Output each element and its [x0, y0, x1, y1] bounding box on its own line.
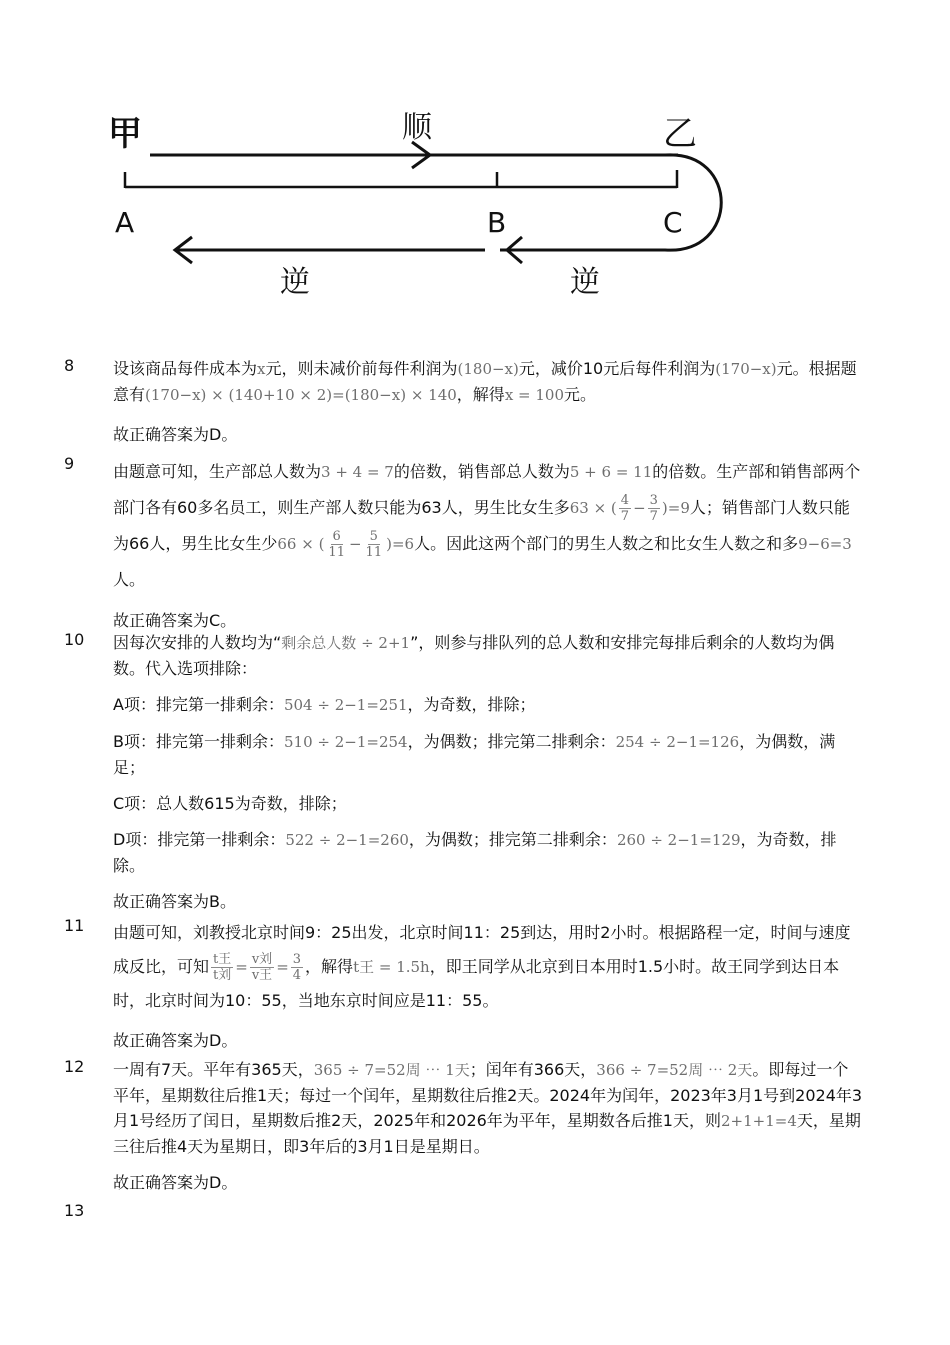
- math: )=9: [661, 499, 690, 517]
- text: ”，则参与排队列的总人数和安排完每排后剩余的人数均为偶数。代入选项排除：: [113, 633, 835, 678]
- diagram-start-label: 甲: [108, 114, 142, 154]
- text: ，为奇数，排除。: [113, 830, 837, 875]
- option-a-check: [113, 692, 864, 718]
- text: ，解得: [305, 957, 354, 976]
- math: 260 ÷ 2−1=129: [616, 831, 741, 849]
- text: 。即每过一个平年，星期数往后推1天；每过一个闰年，星期数往后推2天。2024年为闰年，2023年3月1号到2024年3月1号经历了闰日，星期数后推2天，2025年和2026年为平年，星期数各后推1天，则: [113, 1060, 863, 1130]
- question-11-explanation: [113, 916, 864, 1018]
- option-d-check: [113, 827, 864, 878]
- math: =: [235, 958, 248, 976]
- point-b-label: B: [487, 206, 507, 239]
- text: 元。: [564, 385, 597, 404]
- diagram-bottom-right-label: 逆: [570, 265, 600, 300]
- fraction: [364, 529, 385, 560]
- question-8: [64, 356, 864, 447]
- math: 254 ÷ 2−1=126: [615, 733, 740, 751]
- math: −: [633, 499, 646, 517]
- text: 设该商品每件成本为: [113, 359, 258, 378]
- math: 66 × (: [277, 535, 325, 553]
- question-12-explanation: [113, 1057, 864, 1159]
- question-10: [64, 630, 864, 914]
- diagram-bottom-left-label: 逆: [280, 265, 310, 300]
- math: )=6: [386, 535, 415, 553]
- option-c-check: C项：总人数615为奇数，排除；: [113, 794, 347, 813]
- denominator: 7: [649, 509, 658, 524]
- denominator: 11: [328, 545, 345, 560]
- math: 510 ÷ 2−1=254: [283, 733, 408, 751]
- option-b-check: [113, 729, 864, 780]
- answer-line: 故正确答案为D。: [113, 1031, 238, 1050]
- text: 的倍数。生产部和销售部两个部门各有60多名员工，则生产部人数只能为63人，男生比女生多: [113, 462, 861, 517]
- denominator: 7: [620, 509, 630, 524]
- math: 63 × (: [569, 499, 617, 517]
- math: (180−x): [457, 360, 519, 378]
- text: 元。根据题意有: [113, 359, 857, 404]
- text: ，为奇数，排除；: [407, 695, 536, 714]
- text: A项：排完第一排剩余：: [113, 695, 284, 714]
- question-number: 8: [64, 356, 75, 375]
- math: 365 ÷ 7=52周 ⋯ 1天: [313, 1061, 470, 1079]
- denominator: 11: [365, 545, 383, 560]
- answer-line: 故正确答案为D。: [113, 425, 238, 444]
- text: 人。: [113, 570, 146, 589]
- numerator: 5: [369, 529, 378, 544]
- question-10-explanation: [113, 630, 864, 681]
- text: ，解得: [456, 385, 505, 404]
- numerator: 4: [620, 493, 630, 508]
- point-a-label: A: [115, 206, 135, 239]
- text: 一周有7天。平年有365天，: [113, 1060, 314, 1079]
- text: 人；销售部门人数只能为66人，男生比女生少: [113, 498, 850, 553]
- fraction: [291, 952, 303, 983]
- question-number: 12: [64, 1057, 85, 1076]
- math: 9−6=3: [798, 535, 852, 553]
- u-turn-curve: [500, 155, 721, 250]
- math: 3 + 4 = 7: [321, 463, 394, 481]
- fraction: [619, 493, 631, 524]
- question-number: 10: [64, 630, 85, 649]
- denominator: 4: [292, 968, 302, 983]
- math: (170−x): [715, 360, 777, 378]
- math: 504 ÷ 2−1=251: [283, 696, 408, 714]
- diagram-top-arrow-label: 顺: [402, 110, 432, 145]
- numerator: t王: [213, 952, 232, 967]
- denominator: v王: [251, 968, 273, 983]
- question-9-explanation: [113, 454, 864, 598]
- math: 366 ÷ 7=52周 ⋯ 2天: [596, 1061, 753, 1079]
- text: D项：排完第一排剩余：: [113, 830, 286, 849]
- math: 522 ÷ 2−1=260: [285, 831, 409, 849]
- question-number: 11: [64, 916, 85, 935]
- math: t王 = 1.5h: [353, 958, 430, 976]
- math: 5 + 6 = 11: [569, 463, 653, 481]
- math: −: [348, 535, 362, 553]
- text: 的倍数，销售部总人数为: [393, 462, 570, 481]
- text: ，为偶数；排完第二排剩余：: [408, 830, 617, 849]
- point-c-label: C: [663, 206, 683, 239]
- question-11: [64, 916, 864, 1053]
- fraction: [211, 952, 233, 983]
- numerator: v刘: [251, 952, 273, 967]
- math: 2+1+1=4: [720, 1112, 797, 1130]
- text: 元，则未减价前每件利润为: [265, 359, 458, 378]
- question-12: [64, 1057, 864, 1195]
- text: 天，星期三往后推4天为星期日，即3年后的3月1日是星期日。: [113, 1111, 861, 1156]
- numerator: 6: [332, 529, 341, 544]
- river-diagram: [100, 100, 740, 315]
- text: ，为偶数；排完第二排剩余：: [407, 732, 616, 751]
- fraction: [326, 529, 347, 560]
- math: 剩余总人数 ÷ 2+1: [281, 634, 411, 652]
- math: (170−x) × (140+10 × 2)=(180−x) × 140: [145, 386, 457, 404]
- numerator: 3: [649, 493, 658, 508]
- math: x: [257, 360, 266, 378]
- text: 由题可知，刘教授北京时间9：25出发，北京时间11：25到达，用时2小时。根据路程一定，时间与速度成反比，可知: [113, 923, 851, 976]
- denominator: t刘: [213, 968, 232, 983]
- math: =: [276, 958, 289, 976]
- question-number: 13: [64, 1201, 85, 1220]
- answer-line: 故正确答案为B。: [113, 892, 236, 911]
- answer-line: 故正确答案为C。: [113, 611, 237, 630]
- text: 人。因此这两个部门的男生人数之和比女生人数之和多: [414, 534, 799, 553]
- math: x = 100: [504, 386, 565, 404]
- diagram-end-label: 乙: [663, 114, 697, 154]
- text: B项：排完第一排剩余：: [113, 732, 284, 751]
- question-number: 9: [64, 454, 75, 473]
- question-8-explanation: [113, 356, 864, 408]
- numerator: 3: [292, 952, 302, 967]
- fraction: [648, 493, 660, 524]
- text: ，即王同学从北京到日本用时1.5小时。故王同学到达日本时，北京时间为10：55，当地东京时间应是11：55。: [113, 957, 840, 1010]
- text: 由题意可知，生产部总人数为: [113, 462, 322, 481]
- text: 元，减价10元后每件利润为: [518, 359, 716, 378]
- fraction: [250, 952, 274, 983]
- text: ，为偶数，满足；: [113, 732, 836, 777]
- text: ；闰年有366天，: [469, 1060, 597, 1079]
- text: 因每次安排的人数均为“: [113, 633, 282, 652]
- answer-line: 故正确答案为D。: [113, 1173, 238, 1192]
- question-9: [64, 454, 864, 633]
